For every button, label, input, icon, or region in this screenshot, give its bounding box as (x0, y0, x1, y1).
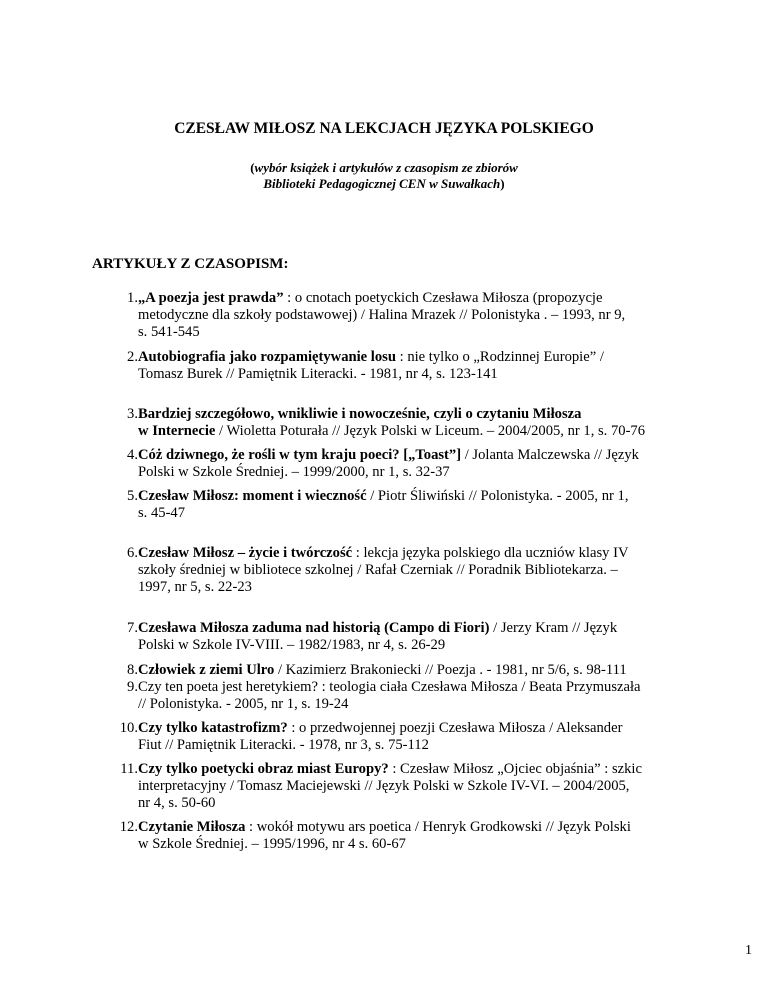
entry-details: Czy ten poeta jest heretykiem? : teologia ciała Czesława Miłosza / Beata Przymuszała (138, 679, 641, 695)
entry-line (138, 505, 698, 522)
entry-details: s. 541-545 (138, 324, 200, 340)
entry-line (138, 720, 698, 737)
entry-number: 9. (127, 679, 138, 695)
entry-details: : o cnotach poetyckich Czesława Miłosza (propozycje (283, 290, 603, 306)
subtitle-line-2-text: Biblioteki Pedagogicznej CEN w Suwałkach (263, 176, 501, 191)
entry-text (138, 406, 698, 440)
entry-line (138, 545, 698, 562)
entry-details: s. 45-47 (138, 505, 186, 521)
entry-details: metodyczne dla szkoły podstawowej) / Halina Mrazek // Polonistyka . – 1993, nr 9, (138, 307, 626, 323)
entry-number: 6. (127, 545, 138, 561)
entry-number: 4. (127, 447, 138, 463)
entry-text (138, 761, 698, 812)
entry-number: 2. (127, 349, 138, 365)
entry-text (138, 679, 698, 713)
subtitle-close-paren: ) (500, 176, 505, 191)
page-number: 1 (745, 943, 752, 958)
entry-line (138, 662, 698, 679)
entry-title-bold: Czytanie Miłosza (138, 819, 246, 835)
subtitle-open-paren: ( (250, 160, 255, 175)
entry-line (138, 778, 698, 795)
entry-number: 11. (120, 761, 138, 777)
entry-text (138, 290, 698, 341)
entry-line (138, 324, 698, 341)
entry-number: 3. (127, 406, 138, 422)
entry-line (138, 307, 698, 324)
entry-line (138, 406, 698, 423)
entry-line (138, 349, 698, 366)
entry-text (138, 488, 698, 522)
entry-details: / Kazimierz Brakoniecki // Poezja . - 1981, nr 5/6, s. 98-111 (274, 662, 627, 678)
document-subtitle-line-2 (0, 176, 768, 192)
entry-details: 1997, nr 5, s. 22-23 (138, 579, 252, 595)
entry-details: Fiut // Pamiętnik Literacki. - 1978, nr 3, s. 75-112 (138, 737, 429, 753)
entry-details: w Szkole Średniej. – 1995/1996, nr 4 s. 60-67 (138, 836, 406, 852)
entry-title-bold: Człowiek z ziemi Ulro (138, 662, 275, 678)
entry-number: 12. (119, 819, 138, 835)
entry-text (138, 662, 698, 679)
entry-title-bold: Czy tylko poetycki obraz miast Europy? (138, 761, 389, 777)
entry-details: / Jerzy Kram // Język (489, 620, 618, 636)
entry-details: Polski w Szkole IV-VIII. – 1982/1983, nr 4, s. 26-29 (138, 637, 446, 653)
entry-details: Polski w Szkole Średniej. – 1999/2000, nr 1, s. 32-37 (138, 464, 450, 480)
entry-line (138, 761, 698, 778)
entry-line (138, 423, 698, 440)
entry-line (138, 795, 698, 812)
entry-details: nr 4, s. 50-60 (138, 795, 216, 811)
entry-title-bold: Czesław Miłosz – życie i twórczość (138, 545, 353, 561)
entry-line (138, 637, 698, 654)
entry-line (138, 579, 698, 596)
entry-text (138, 819, 698, 853)
entry-details: : Czesław Miłosz „Ojciec objaśnia” : szkic (388, 761, 642, 777)
entry-line (138, 464, 698, 481)
document-subtitle-line-1 (0, 160, 768, 176)
entry-details: / Jolanta Malczewska // Język (461, 447, 639, 463)
subtitle-line-1-text: wybór książek i artykułów z czasopism ze zbiorów (254, 160, 518, 175)
entry-line (138, 366, 698, 383)
entry-details: : nie tylko o „Rodzinnej Europie” / (395, 349, 604, 365)
entry-line (138, 488, 698, 505)
entry-details: szkoły średniej w bibliotece szkolnej / Rafał Czerniak // Poradnik Bibliotekarza. – (138, 562, 618, 578)
entry-title-bold: Czy tylko katastrofizm? (138, 720, 288, 736)
entry-text (138, 620, 698, 654)
section-heading: ARTYKUŁY Z CZASOPISM: (92, 256, 289, 272)
entry-title-bold: Czesława Miłosza zaduma nad historią (Campo di Fiori) (138, 620, 490, 636)
entry-line (138, 836, 698, 853)
entry-number: 8. (127, 662, 138, 678)
entry-title-bold: „A poezja jest prawda” (138, 290, 284, 306)
entry-title-bold: Cóż dziwnego, że rośli w tym kraju poeci? [„Toast”] (138, 447, 462, 463)
entry-text (138, 447, 698, 481)
entry-line (138, 290, 698, 307)
entry-number: 7. (127, 620, 138, 636)
entry-title-bold: Bardziej szczegółowo, wnikliwie i nowocześnie, czyli o czytaniu Miłosza (138, 406, 582, 422)
entry-details: : o przedwojennej poezji Czesława Miłosza / Aleksander (287, 720, 623, 736)
entry-details: / Piotr Śliwiński // Polonistyka. - 2005, nr 1, (366, 488, 629, 504)
entry-line (138, 737, 698, 754)
entry-text (138, 720, 698, 754)
document-title: CZESŁAW MIŁOSZ NA LEKCJACH JĘZYKA POLSKIEGO (174, 120, 594, 137)
entry-details: : lekcja języka polskiego dla uczniów klasy IV (352, 545, 629, 561)
entry-title-bold: Autobiografia jako rozpamiętywanie losu (138, 349, 396, 365)
entry-line (138, 696, 698, 713)
entry-number: 1. (127, 290, 138, 306)
entry-text (138, 349, 698, 383)
entry-details: / Wioletta Poturała // Język Polski w Liceum. – 2004/2005, nr 1, s. 70-76 (215, 423, 646, 439)
entry-title-bold: w Internecie (138, 423, 216, 439)
entry-number: 5. (127, 488, 138, 504)
entry-line (138, 447, 698, 464)
entry-line (138, 679, 698, 696)
entry-details: : wokół motywu ars poetica / Henryk Grodkowski // Język Polski (245, 819, 631, 835)
entry-line (138, 620, 698, 637)
entry-details: // Polonistyka. - 2005, nr 1, s. 19-24 (138, 696, 349, 712)
entry-text (138, 545, 698, 596)
entry-number: 10. (119, 720, 138, 736)
entry-details: interpretacyjny / Tomasz Maciejewski // Język Polski w Szkole IV-VI. – 2004/2005, (138, 778, 630, 794)
entry-title-bold: Czesław Miłosz: moment i wieczność (138, 488, 367, 504)
entry-line (138, 562, 698, 579)
entry-line (138, 819, 698, 836)
entry-details: Tomasz Burek // Pamiętnik Literacki. - 1981, nr 4, s. 123-141 (138, 366, 498, 382)
